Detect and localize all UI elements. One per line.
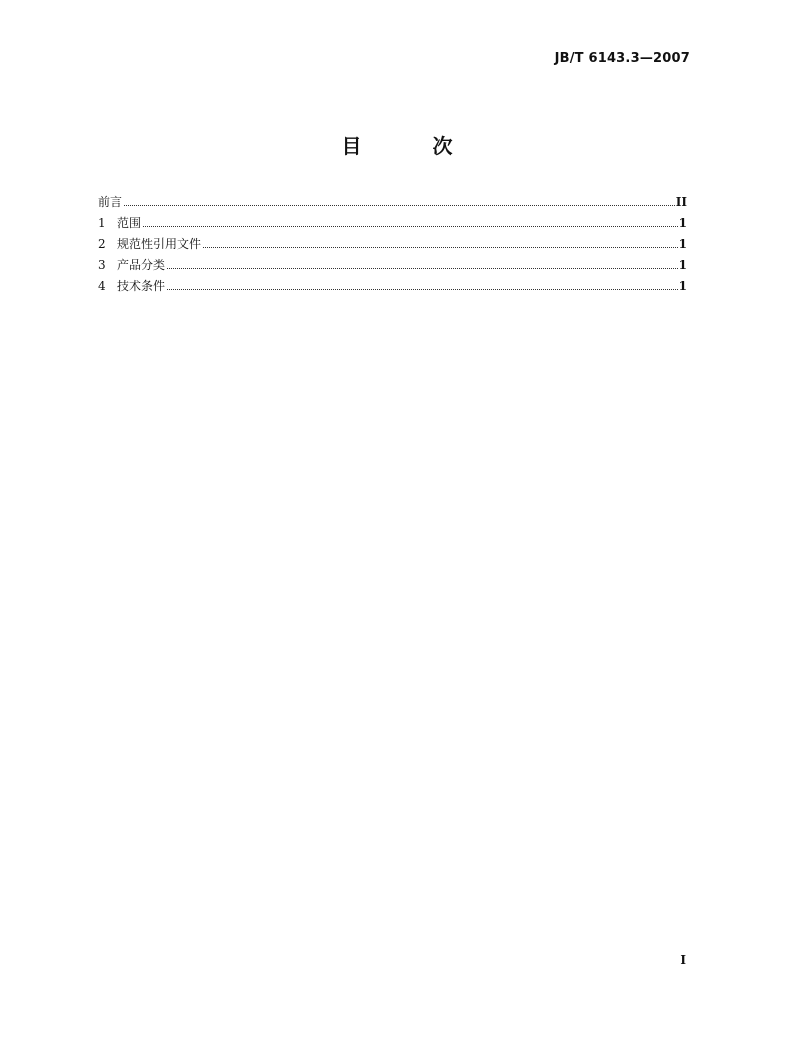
toc-entry-page: 1 [678, 237, 687, 251]
dot-leader [124, 204, 675, 206]
toc-entry-number: 3 [98, 258, 106, 272]
toc-entry-page: 1 [678, 258, 687, 272]
dot-leader [167, 267, 678, 269]
toc-entry-technical-conditions[interactable] [98, 276, 687, 297]
toc-entry-label: 技术条件 [117, 279, 166, 293]
dot-leader [143, 225, 678, 227]
toc-entry-page: II [675, 195, 687, 209]
toc-entry-label: 范围 [117, 216, 142, 230]
table-of-contents [98, 192, 687, 297]
toc-entry-label: 前言 [98, 195, 123, 209]
standard-code: JB/T 6143.3—2007 [554, 51, 690, 66]
toc-entry-label: 规范性引用文件 [117, 237, 202, 251]
toc-entry-page: 1 [678, 216, 687, 230]
toc-entry-label: 产品分类 [117, 258, 166, 272]
toc-entry-page: 1 [678, 279, 687, 293]
toc-entry-foreword[interactable] [98, 192, 687, 213]
page-title: 目 次 [341, 134, 485, 158]
toc-entry-number: 1 [98, 216, 106, 230]
toc-entry-normative-references[interactable] [98, 234, 687, 255]
toc-entry-scope[interactable] [98, 213, 687, 234]
toc-entry-number: 2 [98, 237, 106, 251]
toc-entry-product-classification[interactable] [98, 255, 687, 276]
page-number: I [680, 953, 686, 967]
toc-entry-number: 4 [98, 279, 106, 293]
dot-leader [203, 246, 678, 248]
dot-leader [167, 288, 678, 290]
